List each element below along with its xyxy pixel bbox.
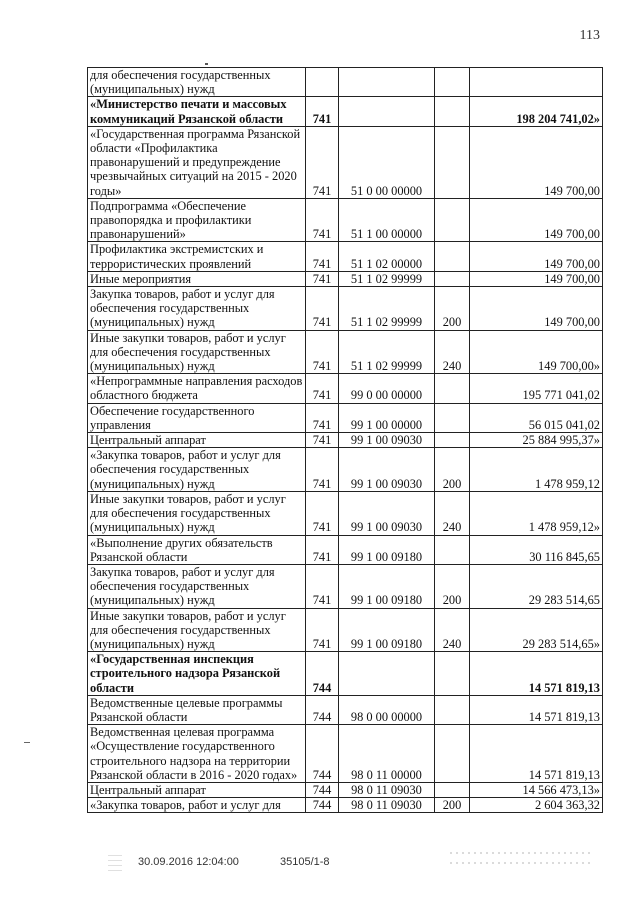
row-target-article: 98 0 11 00000 <box>339 725 435 783</box>
scan-artifact <box>205 63 208 65</box>
faint-stamp-right <box>450 852 590 874</box>
row-sum: 56 015 041,02 <box>470 403 603 432</box>
row-expense-type: 200 <box>435 448 470 492</box>
row-expense-type <box>435 242 470 271</box>
row-department-code: 741 <box>306 535 339 564</box>
row-name: «Закупка товаров, работ и услуг для <box>88 798 306 813</box>
row-department-code: 741 <box>306 330 339 374</box>
table-row <box>88 652 603 696</box>
row-department-code: 744 <box>306 782 339 797</box>
row-name: Закупка товаров, работ и услуг для обеспечения государственных (муниципальных) нужд <box>88 564 306 608</box>
row-sum: 29 283 514,65» <box>470 608 603 652</box>
row-expense-type <box>435 126 470 198</box>
row-target-article <box>339 68 435 97</box>
row-department-code: 741 <box>306 271 339 286</box>
row-sum: 1 478 959,12» <box>470 491 603 535</box>
row-expense-type <box>435 97 470 126</box>
row-target-article: 51 1 00 00000 <box>339 198 435 242</box>
row-target-article: 99 1 00 09180 <box>339 608 435 652</box>
budget-table <box>87 67 603 813</box>
table-row <box>88 433 603 448</box>
row-expense-type <box>435 68 470 97</box>
scan-artifact <box>24 742 30 743</box>
row-name: «Непрограммные направления расходов областного бюджета <box>88 374 306 403</box>
row-target-article: 51 1 02 99999 <box>339 271 435 286</box>
row-department-code: 741 <box>306 374 339 403</box>
row-sum: 198 204 741,02» <box>470 97 603 126</box>
row-target-article <box>339 652 435 696</box>
row-name: «Государственная инспекция строительного надзора Рязанской области <box>88 652 306 696</box>
table-row <box>88 491 603 535</box>
row-expense-type <box>435 652 470 696</box>
table-row <box>88 287 603 331</box>
row-name: «Государственная программа Рязанской области «Профилактика правонарушений и предупреждение чрезвычайных ситуаций на 2015 - 2020 годы» <box>88 126 306 198</box>
row-department-code: 741 <box>306 97 339 126</box>
table-row <box>88 374 603 403</box>
row-department-code: 741 <box>306 491 339 535</box>
row-sum: 14 571 819,13 <box>470 695 603 724</box>
row-sum: 2 604 363,32 <box>470 798 603 813</box>
row-sum: 29 283 514,65 <box>470 564 603 608</box>
row-department-code: 741 <box>306 448 339 492</box>
row-sum: 149 700,00 <box>470 287 603 331</box>
row-name: Профилактика экстремистских и террористических проявлений <box>88 242 306 271</box>
row-name: «Министерство печати и массовых коммуникаций Рязанской области <box>88 97 306 126</box>
row-expense-type: 240 <box>435 330 470 374</box>
table-row <box>88 564 603 608</box>
row-name: «Закупка товаров, работ и услуг для обеспечения государственных (муниципальных) нужд <box>88 448 306 492</box>
row-sum: 30 116 845,65 <box>470 535 603 564</box>
row-sum: 149 700,00 <box>470 126 603 198</box>
row-target-article: 51 0 00 00000 <box>339 126 435 198</box>
row-target-article: 98 0 00 00000 <box>339 695 435 724</box>
row-name: Иные мероприятия <box>88 271 306 286</box>
row-department-code: 741 <box>306 287 339 331</box>
row-expense-type <box>435 535 470 564</box>
row-expense-type: 200 <box>435 564 470 608</box>
row-sum: 14 566 473,13» <box>470 782 603 797</box>
row-department-code: 741 <box>306 126 339 198</box>
row-department-code: 741 <box>306 198 339 242</box>
page-footer <box>138 856 330 868</box>
row-department-code: 744 <box>306 798 339 813</box>
page-number: 113 <box>579 28 600 43</box>
table-row <box>88 725 603 783</box>
row-target-article: 99 1 00 09180 <box>339 535 435 564</box>
row-name: Центральный аппарат <box>88 782 306 797</box>
row-target-article: 98 0 11 09030 <box>339 798 435 813</box>
row-department-code: 741 <box>306 242 339 271</box>
row-name: Закупка товаров, работ и услуг для обеспечения государственных (муниципальных) нужд <box>88 287 306 331</box>
row-name: Иные закупки товаров, работ и услуг для обеспечения государственных (муниципальных) нужд <box>88 491 306 535</box>
row-expense-type: 240 <box>435 608 470 652</box>
table-row <box>88 448 603 492</box>
row-sum: 14 571 819,13 <box>470 725 603 783</box>
row-sum: 149 700,00 <box>470 198 603 242</box>
row-expense-type <box>435 782 470 797</box>
row-name: Ведомственные целевые программы Рязанской области <box>88 695 306 724</box>
row-department-code <box>306 68 339 97</box>
row-expense-type <box>435 198 470 242</box>
row-expense-type <box>435 695 470 724</box>
row-sum: 149 700,00» <box>470 330 603 374</box>
row-sum: 1 478 959,12 <box>470 448 603 492</box>
row-target-article: 98 0 11 09030 <box>339 782 435 797</box>
row-department-code: 744 <box>306 725 339 783</box>
row-target-article: 99 1 00 09030 <box>339 448 435 492</box>
row-target-article: 99 1 00 09180 <box>339 564 435 608</box>
row-name: Подпрограмма «Обеспечение правопорядка и профилактики правонарушений» <box>88 198 306 242</box>
row-sum: 195 771 041,02 <box>470 374 603 403</box>
row-department-code: 741 <box>306 608 339 652</box>
table-row <box>88 403 603 432</box>
row-target-article: 51 1 02 00000 <box>339 242 435 271</box>
table-row <box>88 68 603 97</box>
footer-document-number: 35105/1-8 <box>280 856 330 868</box>
table-row <box>88 242 603 271</box>
table-row <box>88 695 603 724</box>
row-expense-type: 240 <box>435 491 470 535</box>
row-sum: 149 700,00 <box>470 271 603 286</box>
row-sum: 25 884 995,37» <box>470 433 603 448</box>
row-expense-type <box>435 725 470 783</box>
row-name: «Выполнение других обязательств Рязанской области <box>88 535 306 564</box>
table-row <box>88 330 603 374</box>
row-department-code: 741 <box>306 433 339 448</box>
row-target-article: 99 1 00 00000 <box>339 403 435 432</box>
row-sum: 149 700,00 <box>470 242 603 271</box>
row-target-article: 99 1 00 09030 <box>339 491 435 535</box>
row-sum: 14 571 819,13 <box>470 652 603 696</box>
table-row <box>88 126 603 198</box>
table-row <box>88 535 603 564</box>
row-department-code: 744 <box>306 695 339 724</box>
table-row <box>88 798 603 813</box>
row-target-article: 51 1 02 99999 <box>339 330 435 374</box>
table-row <box>88 271 603 286</box>
row-target-article: 99 0 00 00000 <box>339 374 435 403</box>
footer-datetime: 30.09.2016 12:04:00 <box>138 856 239 868</box>
row-name: для обеспечения государственных (муниципальных) нужд <box>88 68 306 97</box>
table-row <box>88 608 603 652</box>
budget-table-body <box>88 68 603 813</box>
row-department-code: 744 <box>306 652 339 696</box>
row-department-code: 741 <box>306 403 339 432</box>
table-row <box>88 198 603 242</box>
row-name: Иные закупки товаров, работ и услуг для обеспечения государственных (муниципальных) нужд <box>88 330 306 374</box>
row-name: Центральный аппарат <box>88 433 306 448</box>
row-expense-type <box>435 271 470 286</box>
row-expense-type <box>435 433 470 448</box>
row-target-article: 99 1 00 09030 <box>339 433 435 448</box>
row-expense-type: 200 <box>435 798 470 813</box>
row-department-code: 741 <box>306 564 339 608</box>
row-expense-type <box>435 374 470 403</box>
row-sum <box>470 68 603 97</box>
row-name: Обеспечение государственного управления <box>88 403 306 432</box>
faint-stamp-left <box>108 855 122 873</box>
row-name: Иные закупки товаров, работ и услуг для обеспечения государственных (муниципальных) нужд <box>88 608 306 652</box>
row-target-article: 51 1 02 99999 <box>339 287 435 331</box>
row-name: Ведомственная целевая программа «Осуществление государственного строительного надзора на территории Рязанской области в 2016 - 2020 годах» <box>88 725 306 783</box>
row-expense-type <box>435 403 470 432</box>
table-row <box>88 782 603 797</box>
table-row <box>88 97 603 126</box>
row-expense-type: 200 <box>435 287 470 331</box>
row-target-article <box>339 97 435 126</box>
